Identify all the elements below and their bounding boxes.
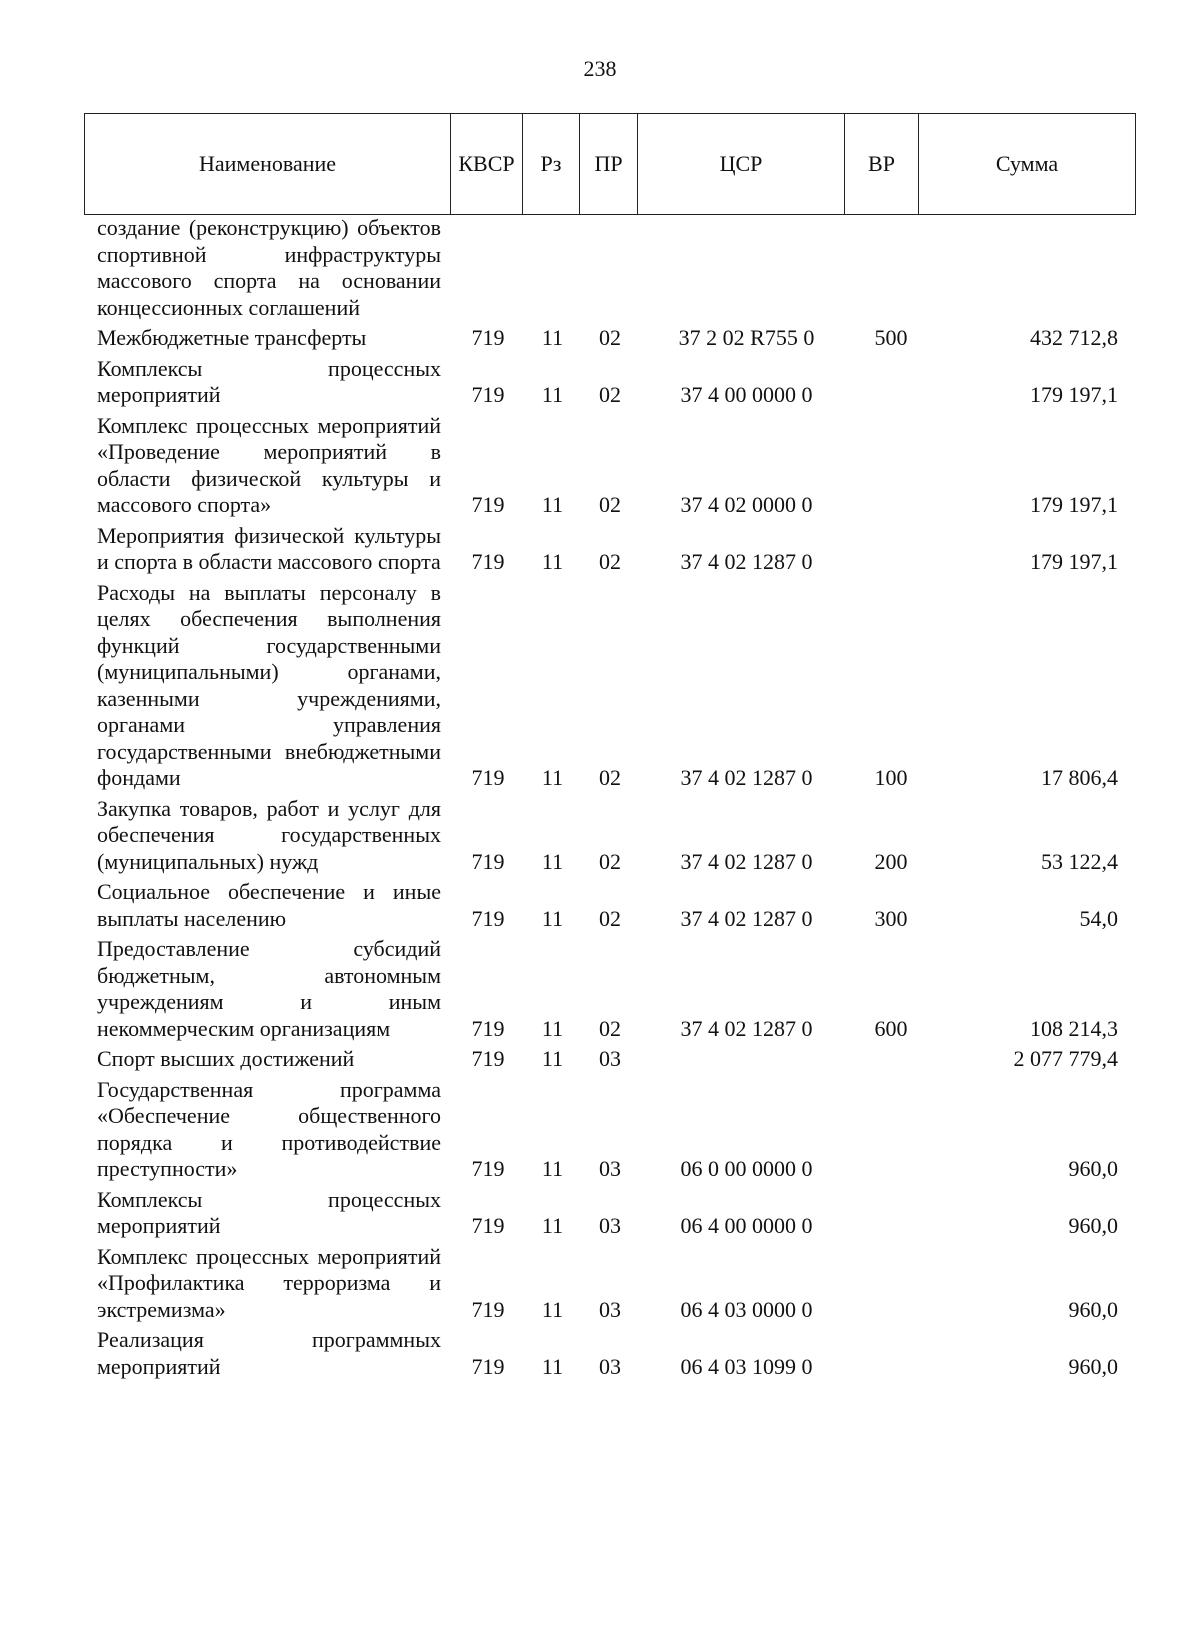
row-name: Реализация программных мероприятий	[97, 1327, 441, 1379]
row-name: Государственная программа «Обеспечение общественного порядка и противодействие преступности»	[97, 1076, 441, 1181]
row-rz: 11	[541, 1015, 564, 1041]
row-kvsr: 719	[471, 848, 505, 874]
row-rz: 11	[541, 905, 564, 931]
row-kvsr: 719	[471, 1213, 505, 1238]
row-pr: 02	[599, 765, 621, 790]
row-pr: 03	[599, 1213, 621, 1238]
row-name: Комплексы процессных мероприятий	[97, 355, 441, 407]
row-rz: 11	[541, 492, 564, 517]
row-rz: 11	[541, 382, 564, 407]
header-vr: ВР	[845, 114, 919, 214]
row-pr: 03	[599, 1156, 621, 1181]
row-kvsr: 719	[471, 382, 505, 407]
row-sum: 960,0	[1068, 1156, 1118, 1181]
row-pr: 02	[599, 905, 621, 931]
row-name: Социальное обеспечение и иные выплаты населению	[97, 879, 441, 931]
row-csr: 37 4 02 1287 0	[680, 1015, 813, 1041]
table-header	[84, 113, 1136, 215]
row-vr: 500	[874, 325, 908, 350]
row-rz: 11	[541, 549, 564, 574]
row-pr: 02	[599, 325, 621, 350]
table-row	[84, 796, 1136, 876]
row-rz: 11	[541, 848, 564, 874]
row-kvsr: 719	[471, 1296, 505, 1322]
row-name: Предоставление субсидий бюджетным, автономным учреждениям и иным некоммерческим организациям	[97, 936, 441, 1041]
row-kvsr: 719	[471, 1353, 505, 1379]
table-row	[84, 356, 1136, 409]
table-body	[84, 215, 1136, 1380]
row-vr: 300	[874, 905, 908, 931]
row-pr: 02	[599, 492, 621, 517]
table-row	[84, 936, 1136, 1042]
row-pr: 03	[599, 1296, 621, 1322]
row-kvsr: 719	[471, 1046, 505, 1071]
row-name: Комплексы процессных мероприятий	[97, 1186, 441, 1238]
row-csr: 06 4 03 1099 0	[680, 1353, 813, 1379]
row-sum: 2 077 779,4	[1013, 1046, 1118, 1071]
row-sum: 17 806,4	[1041, 765, 1118, 790]
row-csr: 06 4 00 0000 0	[680, 1213, 813, 1238]
header-rz: Рз	[523, 114, 580, 214]
row-name: Комплекс процессных мероприятий «Профилактика терроризма и экстремизма»	[97, 1243, 441, 1322]
table-row	[84, 1077, 1136, 1183]
row-kvsr: 719	[471, 325, 505, 350]
row-sum: 960,0	[1068, 1213, 1118, 1238]
row-vr: 100	[874, 765, 908, 790]
row-csr: 37 4 02 1287 0	[680, 549, 813, 574]
table-row	[84, 580, 1136, 792]
row-rz: 11	[541, 1213, 564, 1238]
row-kvsr: 719	[471, 765, 505, 790]
row-kvsr: 719	[471, 1156, 505, 1181]
row-pr: 03	[599, 1353, 621, 1379]
table-row	[84, 1327, 1136, 1380]
header-kvsr: КВСР	[451, 114, 523, 214]
row-kvsr: 719	[471, 1015, 505, 1041]
header-csr: ЦСР	[638, 114, 845, 214]
row-rz: 11	[541, 1296, 564, 1322]
row-pr: 02	[599, 382, 621, 407]
row-name: Межбюджетные трансферты	[97, 325, 367, 350]
row-name: Спорт высших достижений	[97, 1046, 355, 1071]
row-sum: 53 122,4	[1041, 848, 1118, 874]
table-row	[84, 1187, 1136, 1240]
row-csr: 37 4 02 1287 0	[680, 765, 813, 790]
table-row	[84, 879, 1136, 932]
row-name: создание (реконструкцию) объектов спортивной инфраструктуры массового спорта на основании концессионных соглашений	[97, 215, 441, 320]
row-name: Закупка товаров, работ и услуг для обеспечения государственных (муниципальных) нужд	[97, 795, 441, 874]
header-name: Наименование	[85, 114, 451, 214]
row-csr: 06 4 03 0000 0	[680, 1296, 813, 1322]
row-kvsr: 719	[471, 492, 505, 517]
row-csr: 37 2 02 R755 0	[678, 325, 815, 350]
header-sum: Сумма	[995, 151, 1059, 176]
row-csr: 06 0 00 0000 0	[680, 1156, 813, 1181]
row-rz: 11	[541, 325, 564, 350]
row-csr: 37 4 02 0000 0	[680, 492, 813, 517]
row-pr: 02	[599, 848, 621, 874]
table-row	[84, 413, 1136, 519]
row-sum: 179 197,1	[1030, 492, 1118, 517]
row-sum: 54,0	[1079, 905, 1118, 931]
row-csr: 37 4 02 1287 0	[680, 905, 813, 931]
row-kvsr: 719	[471, 905, 505, 931]
row-rz: 11	[541, 1046, 564, 1071]
row-pr: 02	[599, 549, 621, 574]
row-pr: 03	[599, 1046, 621, 1071]
row-sum: 960,0	[1068, 1296, 1118, 1322]
row-rz: 11	[541, 1156, 564, 1181]
row-sum: 179 197,1	[1030, 549, 1118, 574]
header-pr: ПР	[580, 114, 638, 214]
row-sum: 432 712,8	[1030, 325, 1118, 350]
row-sum: 960,0	[1068, 1353, 1118, 1379]
row-name: Комплекс процессных мероприятий «Проведение мероприятий в области физической культуры и массового спорта»	[97, 412, 441, 517]
row-sum: 108 214,3	[1030, 1015, 1118, 1041]
row-vr: 200	[874, 848, 908, 874]
page-number: 238	[583, 56, 617, 81]
row-vr: 600	[874, 1015, 908, 1041]
row-kvsr: 719	[471, 549, 505, 574]
table-row	[84, 215, 1136, 321]
row-csr: 37 4 02 1287 0	[680, 848, 813, 874]
table-row	[84, 523, 1136, 576]
row-name: Расходы на выплаты персоналу в целях обеспечения выполнения функций государственными (муниципальными) органами, казенными учреждениями, органами управления государственными внебюджетными фондами	[97, 579, 441, 790]
table-row	[84, 1244, 1136, 1324]
row-csr: 37 4 00 0000 0	[680, 382, 813, 407]
table-row	[84, 1046, 1136, 1073]
row-pr: 02	[599, 1015, 621, 1041]
row-rz: 11	[541, 765, 564, 790]
row-name: Мероприятия физической культуры и спорта в области массового спорта	[97, 522, 441, 574]
row-rz: 11	[541, 1353, 564, 1379]
row-sum: 179 197,1	[1030, 382, 1118, 407]
table-row	[84, 325, 1136, 352]
